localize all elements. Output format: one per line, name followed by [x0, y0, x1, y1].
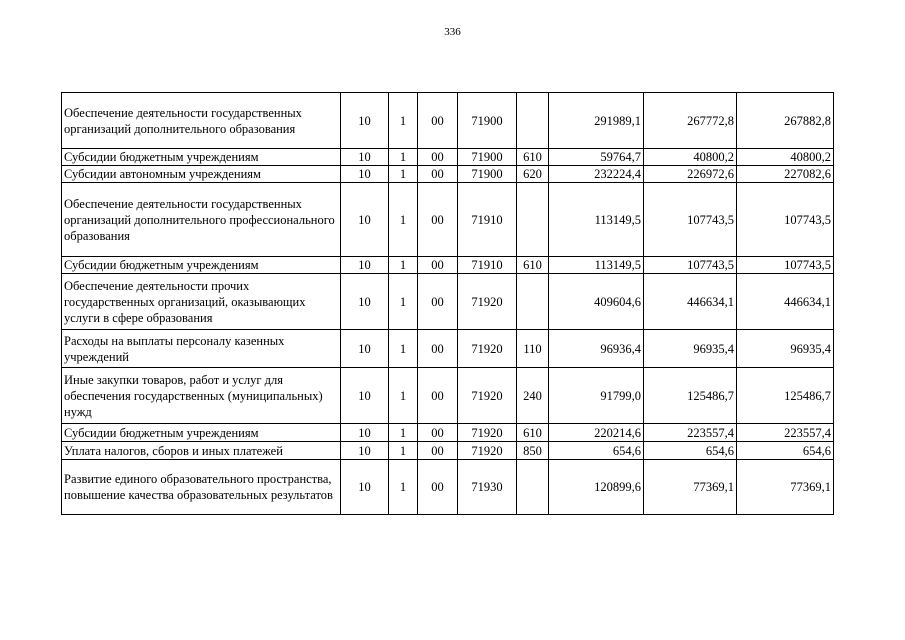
value-year-3: 77369,1: [737, 460, 834, 515]
value-year-1: 113149,5: [549, 183, 644, 257]
value-year-2: 40800,2: [644, 149, 737, 166]
value-year-3: 107743,5: [737, 183, 834, 257]
code-target: 71920: [458, 368, 517, 424]
code-subsection: 1: [389, 93, 418, 149]
code-subsection: 1: [389, 460, 418, 515]
table-row: [62, 460, 834, 515]
value-year-2: 96935,4: [644, 330, 737, 368]
table-row: [62, 257, 834, 274]
value-year-3: 446634,1: [737, 274, 834, 330]
code-expense-type: [517, 460, 549, 515]
code-target: 71920: [458, 442, 517, 460]
code-program: 00: [418, 368, 458, 424]
code-section: 10: [341, 442, 389, 460]
value-year-3: 223557,4: [737, 424, 834, 442]
code-subsection: 1: [389, 149, 418, 166]
code-section: 10: [341, 149, 389, 166]
value-year-1: 291989,1: [549, 93, 644, 149]
code-subsection: 1: [389, 424, 418, 442]
code-program: 00: [418, 330, 458, 368]
row-name: Субсидии бюджетным учреждениям: [62, 424, 341, 442]
value-year-1: 96936,4: [549, 330, 644, 368]
code-subsection: 1: [389, 330, 418, 368]
value-year-3: 654,6: [737, 442, 834, 460]
code-expense-type: 610: [517, 257, 549, 274]
code-program: 00: [418, 274, 458, 330]
value-year-1: 232224,4: [549, 166, 644, 183]
value-year-3: 267882,8: [737, 93, 834, 149]
row-name: Уплата налогов, сборов и иных платежей: [62, 442, 341, 460]
code-section: 10: [341, 257, 389, 274]
code-expense-type: 110: [517, 330, 549, 368]
value-year-2: 107743,5: [644, 183, 737, 257]
code-subsection: 1: [389, 166, 418, 183]
code-target: 71900: [458, 149, 517, 166]
code-section: 10: [341, 183, 389, 257]
code-program: 00: [418, 149, 458, 166]
code-subsection: 1: [389, 183, 418, 257]
code-program: 00: [418, 442, 458, 460]
code-target: 71920: [458, 274, 517, 330]
value-year-1: 120899,6: [549, 460, 644, 515]
value-year-2: 226972,6: [644, 166, 737, 183]
value-year-1: 91799,0: [549, 368, 644, 424]
value-year-1: 220214,6: [549, 424, 644, 442]
code-section: 10: [341, 93, 389, 149]
row-name: Расходы на выплаты персоналу казенных учреждений: [62, 330, 341, 368]
row-name: Субсидии бюджетным учреждениям: [62, 257, 341, 274]
code-subsection: 1: [389, 274, 418, 330]
row-name: Субсидии бюджетным учреждениям: [62, 149, 341, 166]
table-row: [62, 183, 834, 257]
code-expense-type: 610: [517, 424, 549, 442]
code-program: 00: [418, 424, 458, 442]
code-subsection: 1: [389, 368, 418, 424]
row-name: Субсидии автономным учреждениям: [62, 166, 341, 183]
table-row: [62, 424, 834, 442]
code-program: 00: [418, 93, 458, 149]
row-name: Обеспечение деятельности государственных организаций дополнительного профессионального образования: [62, 183, 341, 257]
value-year-1: 113149,5: [549, 257, 644, 274]
value-year-1: 654,6: [549, 442, 644, 460]
code-target: 71910: [458, 257, 517, 274]
table-row: [62, 368, 834, 424]
code-program: 00: [418, 183, 458, 257]
code-program: 00: [418, 257, 458, 274]
row-name: Обеспечение деятельности прочих государственных организаций, оказывающих услуги в сфере образования: [62, 274, 341, 330]
value-year-1: 409604,6: [549, 274, 644, 330]
code-subsection: 1: [389, 257, 418, 274]
code-expense-type: 850: [517, 442, 549, 460]
value-year-2: 125486,7: [644, 368, 737, 424]
value-year-3: 40800,2: [737, 149, 834, 166]
page-number: 336: [444, 26, 461, 38]
code-expense-type: 610: [517, 149, 549, 166]
code-section: 10: [341, 460, 389, 515]
code-expense-type: [517, 183, 549, 257]
code-target: 71900: [458, 93, 517, 149]
code-target: 71920: [458, 424, 517, 442]
code-expense-type: 620: [517, 166, 549, 183]
code-section: 10: [341, 166, 389, 183]
code-expense-type: [517, 93, 549, 149]
table-row: [62, 149, 834, 166]
value-year-3: 96935,4: [737, 330, 834, 368]
code-section: 10: [341, 368, 389, 424]
value-year-2: 223557,4: [644, 424, 737, 442]
code-subsection: 1: [389, 442, 418, 460]
value-year-2: 446634,1: [644, 274, 737, 330]
value-year-2: 267772,8: [644, 93, 737, 149]
code-section: 10: [341, 330, 389, 368]
value-year-3: 227082,6: [737, 166, 834, 183]
code-target: 71900: [458, 166, 517, 183]
code-program: 00: [418, 166, 458, 183]
code-expense-type: 240: [517, 368, 549, 424]
code-program: 00: [418, 460, 458, 515]
value-year-2: 77369,1: [644, 460, 737, 515]
code-expense-type: [517, 274, 549, 330]
budget-table: [61, 92, 834, 515]
table-row: [62, 93, 834, 149]
code-target: 71920: [458, 330, 517, 368]
value-year-2: 107743,5: [644, 257, 737, 274]
code-section: 10: [341, 274, 389, 330]
code-section: 10: [341, 424, 389, 442]
table-row: [62, 442, 834, 460]
value-year-3: 107743,5: [737, 257, 834, 274]
table-row: [62, 330, 834, 368]
row-name: Иные закупки товаров, работ и услуг для обеспечения государственных (муниципальных) нужд: [62, 368, 341, 424]
row-name: Обеспечение деятельности государственных организаций дополнительного образования: [62, 93, 341, 149]
row-name: Развитие единого образовательного пространства, повышение качества образовательных результатов: [62, 460, 341, 515]
code-target: 71930: [458, 460, 517, 515]
value-year-1: 59764,7: [549, 149, 644, 166]
table-row: [62, 166, 834, 183]
code-target: 71910: [458, 183, 517, 257]
value-year-2: 654,6: [644, 442, 737, 460]
table-row: [62, 274, 834, 330]
value-year-3: 125486,7: [737, 368, 834, 424]
